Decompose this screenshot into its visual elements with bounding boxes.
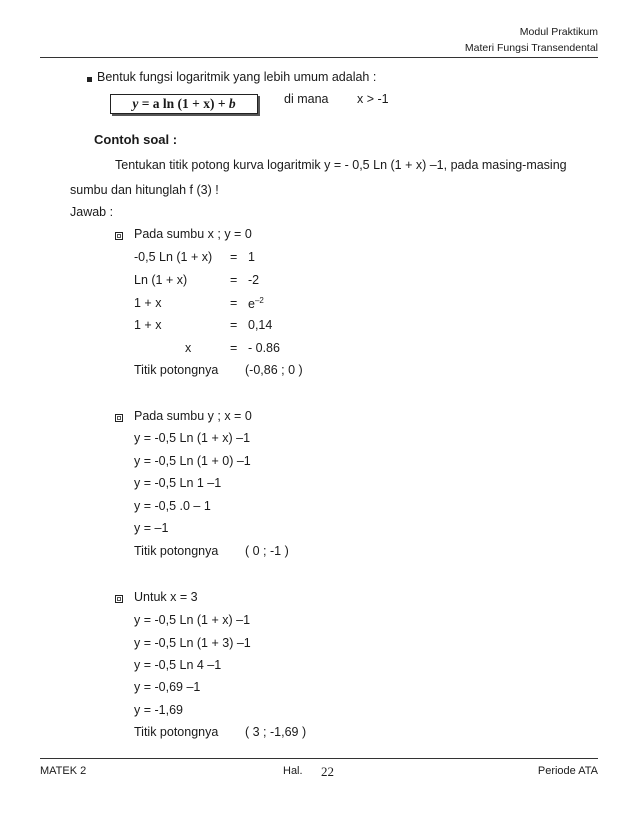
x3-line-2: y = -0,5 Ln (1 + 3) –1 bbox=[134, 636, 251, 650]
y-result-value: ( 0 ; -1 ) bbox=[245, 544, 289, 558]
formula-box bbox=[110, 94, 258, 114]
y-line-2: y = -0,5 Ln (1 + 0) –1 bbox=[134, 454, 251, 468]
y-line-1: y = -0,5 Ln (1 + x) –1 bbox=[134, 431, 251, 445]
y-line-3: y = -0,5 Ln 1 –1 bbox=[134, 476, 222, 490]
checkbox-bullet-icon bbox=[115, 232, 123, 240]
example-title: Contoh soal : bbox=[94, 132, 178, 147]
y-line-4: y = -0,5 .0 – 1 bbox=[134, 499, 211, 513]
x3-line-5: y = -1,69 bbox=[134, 703, 183, 717]
section-x-heading: Pada sumbu x ; y = 0 bbox=[134, 227, 252, 241]
formula-b: b bbox=[228, 96, 236, 111]
x-row-5-eq: = bbox=[230, 341, 238, 355]
header-divider bbox=[40, 57, 598, 58]
x-row-5-lhs: x bbox=[185, 341, 192, 355]
problem-line-2: sumbu dan hitunglah f (3) ! bbox=[70, 183, 219, 197]
section-y-heading: Pada sumbu y ; x = 0 bbox=[134, 409, 252, 423]
y-result-label: Titik potongnya bbox=[134, 544, 219, 558]
x-row-2-lhs: Ln (1 + x) bbox=[134, 273, 188, 287]
footer-divider bbox=[40, 758, 598, 759]
condition-value: x > -1 bbox=[357, 92, 389, 106]
formula-middle: = a ln (1 + x) + bbox=[138, 96, 229, 111]
footer-period: Periode ATA bbox=[537, 765, 598, 777]
x3-line-4: y = -0,69 –1 bbox=[134, 680, 201, 694]
header-module-title: Modul Praktikum bbox=[519, 26, 598, 38]
x-row-3-base: e bbox=[248, 297, 255, 312]
x-row-3-rhs bbox=[248, 296, 264, 311]
footer-course: MATEK 2 bbox=[40, 765, 87, 777]
section-x3-heading: Untuk x = 3 bbox=[134, 590, 198, 604]
x3-result-label: Titik potongnya bbox=[134, 725, 219, 739]
x-row-4-rhs: 0,14 bbox=[248, 318, 273, 332]
x3-result-value: ( 3 ; -1,69 ) bbox=[245, 725, 307, 739]
checkbox-bullet-icon bbox=[115, 595, 123, 603]
x3-line-3: y = -0,5 Ln 4 –1 bbox=[134, 658, 222, 672]
checkbox-bullet-icon bbox=[115, 414, 123, 422]
square-bullet-icon bbox=[87, 77, 92, 82]
x-row-5-rhs: - 0.86 bbox=[248, 341, 280, 355]
header-material-title: Materi Fungsi Transendental bbox=[464, 42, 598, 54]
answer-label: Jawab : bbox=[70, 205, 114, 219]
footer-page-number: 22 bbox=[321, 764, 334, 779]
condition-label: di mana bbox=[284, 92, 329, 106]
x-row-3-eq: = bbox=[230, 296, 238, 310]
x-row-1-eq: = bbox=[230, 250, 238, 264]
intro-text: Bentuk fungsi logaritmik yang lebih umum adalah : bbox=[97, 70, 377, 84]
formula-y: y bbox=[132, 96, 139, 111]
x-row-3-exponent: –2 bbox=[254, 296, 264, 305]
x-row-4-lhs: 1 + x bbox=[134, 318, 162, 332]
y-line-5: y = –1 bbox=[134, 521, 169, 535]
x-result-value: (-0,86 ; 0 ) bbox=[245, 363, 303, 377]
x-row-2-eq: = bbox=[230, 273, 238, 287]
x-result-label: Titik potongnya bbox=[134, 363, 219, 377]
x-row-4-eq: = bbox=[230, 318, 238, 332]
footer-page-label: Hal. bbox=[283, 765, 303, 777]
formula bbox=[111, 96, 257, 112]
x-row-3-lhs: 1 + x bbox=[134, 296, 162, 310]
problem-line-1: Tentukan titik potong kurva logaritmik y = - 0,5 Ln (1 + x) –1, pada masing-masing bbox=[115, 158, 567, 172]
x3-line-1: y = -0,5 Ln (1 + x) –1 bbox=[134, 613, 251, 627]
x-row-1-lhs: -0,5 Ln (1 + x) bbox=[134, 250, 213, 264]
x-row-2-rhs: -2 bbox=[248, 273, 260, 287]
x-row-1-rhs: 1 bbox=[248, 250, 255, 264]
